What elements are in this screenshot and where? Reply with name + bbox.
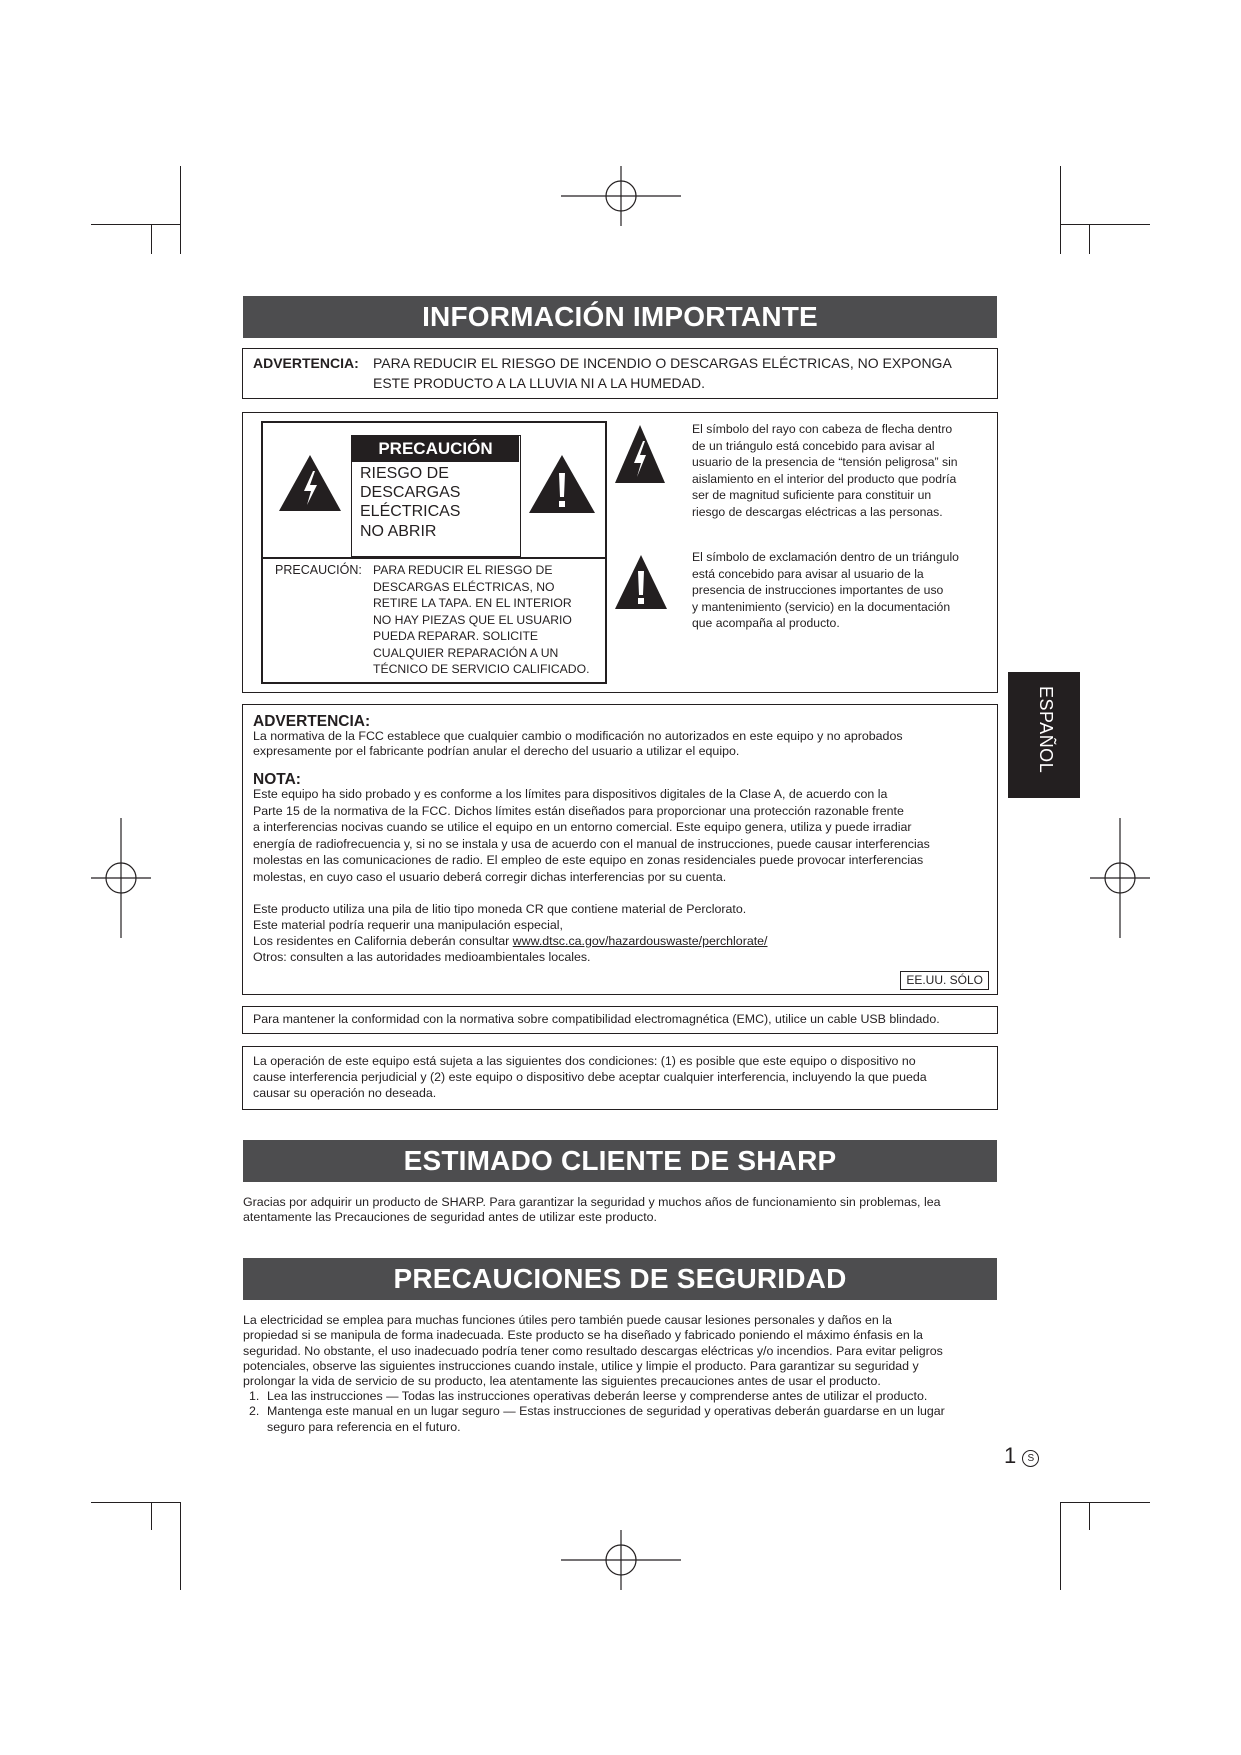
lightning-explanation: [692, 421, 958, 520]
fcc-note-line: molestas en las comunicaciones de radio. El empleo de este equipo en zonas residenciales puede provocar interferencias: [253, 853, 924, 868]
safety-item-text: Mantenga este manual en un lugar seguro — Estas instrucciones de seguridad y operativas deberán guardarse en un lugar: [267, 1404, 945, 1419]
banner-dear-customer: ESTIMADO CLIENTE DE SHARP: [243, 1140, 997, 1182]
exclamation-line: está concebido para avisar al usuario de la: [692, 566, 924, 581]
lightning-triangle-icon: [613, 423, 667, 485]
operation-text: [253, 1053, 927, 1101]
banner-safety-precautions: PRECAUCIONES DE SEGURIDAD: [243, 1258, 997, 1300]
us-only-badge: EE.UU. SÓLO: [900, 971, 989, 990]
exclamation-line: presencia de instrucciones importantes de uso: [692, 583, 944, 597]
operation-line: causar su operación no deseada.: [253, 1086, 437, 1100]
exclamation-line: y mantenimiento (servicio) en la documentación: [692, 599, 951, 614]
california-line: [253, 933, 768, 949]
safety-line: propiedad si se manipula de forma inadecuada. Este producto se ha diseñado y fabricado poniendo el máximo énfasis en la: [243, 1328, 923, 1343]
customer-line: atentamente las Precauciones de seguridad antes de utilizar este producto.: [243, 1209, 657, 1224]
fcc-note-text: [253, 786, 930, 886]
warning-line-2: ESTE PRODUCTO A LA LLUVIA NI A LA HUMEDAD.: [373, 375, 705, 391]
fcc-warning-line: expresamente por el fabricante podrían anular el derecho del usuario a utilizar el equipo.: [253, 744, 740, 759]
warning-line-1: PARA REDUCIR EL RIESGO DE INCENDIO O DESCARGAS ELÉCTRICAS, NO EXPONGA: [373, 355, 952, 371]
page-number-value: 1: [1004, 1443, 1017, 1468]
california-prefix: Los residentes en California deberán consultar: [253, 934, 513, 948]
fcc-note-line: Parte 15 de la normativa de la FCC. Dichos límites están diseñados para proporcionar una protección razonable frente: [253, 803, 904, 818]
caution-sign-line-3: ELÉCTRICAS: [360, 503, 461, 520]
exclamation-explanation: [692, 549, 959, 632]
fcc-note-line: Este equipo ha sido probado y es conforme a los límites para dispositivos digitales de la Clase A, de acuerdo con la: [253, 787, 888, 801]
fcc-warning-text: [253, 729, 903, 760]
caution-symbols-box: [242, 412, 998, 693]
fcc-warning-line: La normativa de la FCC establece que cualquier cambio o modificación no autorizados en este equipo y no aprobados: [253, 729, 903, 743]
caution-body-line: TÉCNICO DE SERVICIO CALIFICADO.: [373, 662, 590, 676]
safety-item-text: Lea las instrucciones — Todas las instrucciones operativas deberán leerse y comprenderse antes de utilizar el producto.: [267, 1389, 928, 1403]
operation-box: [242, 1046, 998, 1110]
customer-text: [243, 1195, 940, 1224]
caution-body-line: NO HAY PIEZAS QUE EL USUARIO: [373, 612, 572, 627]
warning-box: [242, 348, 998, 399]
caution-body-line: PARA REDUCIR EL RIESGO DE: [373, 563, 553, 577]
caution-label: [261, 421, 607, 684]
safety-item-number: 1.: [249, 1389, 260, 1403]
caution-body-line: PUEDA REPARAR. SOLICITE: [373, 629, 539, 643]
battery-text: [253, 901, 768, 965]
operation-line: La operación de este equipo está sujeta a las siguientes dos condiciones: (1) es posible que este equipo o dispositivo no: [253, 1054, 916, 1068]
caution-sign: [351, 435, 521, 557]
safety-item-text: seguro para referencia en el futuro.: [267, 1419, 461, 1434]
page-suffix-circle: S: [1022, 1450, 1039, 1467]
safety-line: La electricidad se emplea para muchas funciones útiles pero también puede causar lesiones personales y daños en la: [243, 1313, 892, 1327]
lightning-line: de un triángulo está concebido para avisar al: [692, 438, 935, 453]
caution-prefix: PRECAUCIÓN:: [275, 563, 362, 577]
safety-line: seguridad. No obstante, el uso inadecuado podría tener como resultado descargas eléctricas y/o incendios. Para evitar peligros: [243, 1343, 943, 1358]
fcc-note-title: NOTA:: [253, 771, 301, 788]
registration-mark-right: [1090, 818, 1150, 938]
emc-box: [242, 1006, 998, 1034]
fcc-note-line: a interferencias nocivas cuando se utilice el equipo en un entorno comercial. Este equipo genera, utiliza y puede irradiar: [253, 820, 912, 835]
safety-item-number: 2.: [249, 1404, 260, 1419]
customer-line: Gracias por adquirir un producto de SHARP. Para garantizar la seguridad y muchos años de funcionamiento sin problemas, lea: [243, 1195, 941, 1209]
safety-line: prolongar la vida de servicio de su producto, lea atentamente las siguientes precauciones antes de usar el producto.: [243, 1374, 881, 1389]
emc-text: Para mantener la conformidad con la normativa sobre compatibilidad electromagnética (EMC), utilice un cable USB blindado.: [253, 1012, 940, 1026]
caution-body-line: CUALQUIER REPARACIÓN A UN: [373, 645, 559, 660]
others-line: Otros: consulten a las autoridades medioambientales locales.: [253, 950, 591, 964]
safety-list: [243, 1389, 1003, 1435]
fcc-warning-title: ADVERTENCIA:: [253, 713, 371, 730]
exclamation-line: El símbolo de exclamación dentro de un triángulo: [692, 550, 959, 564]
safety-list-item: [243, 1404, 1003, 1435]
language-tab: [1008, 672, 1080, 798]
language-tab-label: ESPAÑOL: [1036, 686, 1056, 774]
registration-mark-bottom: [561, 1530, 681, 1590]
exclamation-line: que acompaña al producto.: [692, 616, 840, 630]
exclamation-triangle-icon: [527, 453, 597, 515]
fcc-note-line: energía de radiofrecuencia y, si no se instala y usa de acuerdo con el manual de instrucciones, puede causar interferencias: [253, 836, 930, 851]
battery-line: Este material podría requerir una manipulación especial,: [253, 918, 563, 932]
operation-line: cause interferencia perjudicial y (2) este equipo o dispositivo debe aceptar cualquier interferencia, incluyendo la que pueda: [253, 1070, 927, 1084]
caution-body-line: RETIRE LA TAPA. EN EL INTERIOR: [373, 596, 572, 610]
safety-list-item: [243, 1389, 1003, 1404]
caution-sign-line-4: NO ABRIR: [360, 523, 437, 540]
banner-important-information: INFORMACIÓN IMPORTANTE: [243, 296, 997, 338]
caution-divider: [263, 557, 605, 559]
caution-sign-line-1: RIESGO DE: [360, 465, 449, 482]
perchlorate-link[interactable]: www.dtsc.ca.gov/hazardouswaste/perchlorate/: [512, 934, 768, 948]
lightning-triangle-icon: [277, 453, 343, 513]
fcc-note-line: molestas, en cuyo caso el usuario deberá corregir dichas interferencias por su cuenta.: [253, 869, 727, 884]
safety-text: [243, 1313, 943, 1389]
registration-mark-top: [561, 166, 681, 226]
page-number: [1004, 1444, 1039, 1468]
lightning-line: riesgo de descargas eléctricas a las personas.: [692, 504, 943, 519]
lightning-line: aislamiento en el interior del producto que podría: [692, 471, 957, 486]
battery-line: Este producto utiliza una pila de litio tipo moneda CR que contiene material de Perclorato.: [253, 902, 747, 916]
safety-line: potenciales, observe las siguientes instrucciones cuando instale, utilice y limpie el producto. Para garantizar su seguridad y: [243, 1358, 919, 1373]
lightning-line: usuario de la presencia de “tensión peligrosa” sin: [692, 455, 958, 469]
caution-sign-line-2: DESCARGAS: [360, 484, 461, 501]
warning-label: ADVERTENCIA:: [253, 355, 359, 371]
caution-sign-title: PRECAUCIÓN: [352, 436, 519, 462]
caution-body-line: DESCARGAS ELÉCTRICAS, NO: [373, 579, 555, 594]
caution-body: [373, 562, 589, 678]
lightning-line: El símbolo del rayo con cabeza de flecha dentro: [692, 422, 953, 436]
exclamation-triangle-icon: [613, 553, 669, 611]
fcc-box: [242, 704, 998, 995]
registration-mark-left: [91, 818, 151, 938]
lightning-line: ser de magnitud suficiente para constituir un: [692, 488, 932, 502]
